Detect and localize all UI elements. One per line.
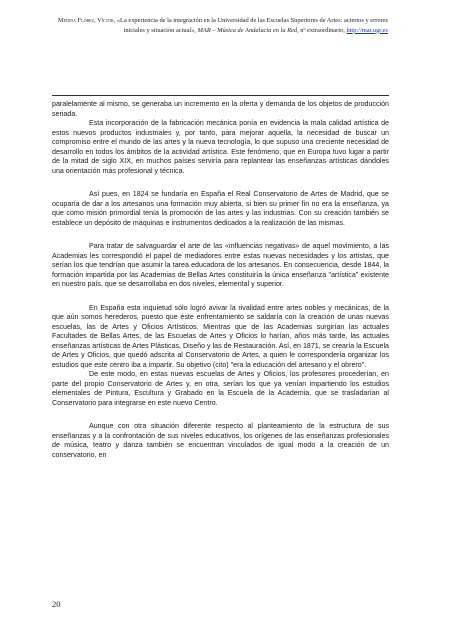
paragraph-1: paralelamente al mismo, se generaba un incremento en la oferta y demanda de los objetos de producción seriada. <box>52 100 389 118</box>
paragraph-3: Así pues, en 1824 se fundaría en España el Real Conservatorio de Artes de Madrid, que se ocuparía de dar a los artesanos una formación muy abierta, si bien su primer fin no era la enseñanza, ya que como misión primordial tenía la promoción de las artes y las industrias. Con su creación también se establece un depósito de máquinas e instrumentos dedicados a la realización de las mismas. <box>52 190 389 227</box>
body-text <box>52 100 389 460</box>
paragraph-4: Para tratar de salvaguardar el arte de las «influencias negativas» de aquel movimiento, a las Academias les correspondió el papel de mediadores entre estas nuevas necesidades y los artistas, que serían los que tendrían que asumir la tarea educadora de los artesanos. En consecuencia, desde 1844, la formación impartida por las Academias de Bellas Artes constituiría la única enseñanza "artística" existente en nuestro país, que se desarrollaba en dos niveles, elemental y superior. <box>52 242 389 288</box>
header-rule <box>52 95 389 96</box>
paragraph-7: Aunque con otra situación diferente respecto al planteamiento de la estructura de sus enseñanzas y a la confrontación de sus niveles educativos, los orígenes de las enseñanzas profesionales de música, teatro y danza también se encuentran vinculados de igual modo a la creación de un conservatorio, en <box>52 422 389 459</box>
header-journal: MAR – Música de Andalucía en la Red, <box>197 26 299 34</box>
header-article-title: «La experiencia de la integración en la Universidad de las Escuelas Superiores de Artes: aciertos y errores iniciales y situación actual», <box>116 17 388 34</box>
paragraph-6: De este modo, en estas nuevas escuelas de Artes y Oficios, los profesores procederían, en parte del propio Conservatorio de Artes y, en otra, serían los que ya venían impartiendo los estudios elementales de Pintura, Escultura y Grabado en la Escuela de la Academia, que se trasladarían al Conservatorio para integrarse en este nuevo Centro. <box>52 370 389 407</box>
running-header <box>52 16 388 35</box>
header-author: Medina Flórez, Víctor, <box>57 17 116 24</box>
paragraph-2: Esta incorporación de la fabricación mecánica ponía en evidencia la mala calidad artística de estos nuevos productos industriales y, por tanto, para mejorar aquella, la necesidad de buscar un compromiso entre el mundo de las artes y la nueva tecnología, lo que supuso una creciente necesidad de desarrollo en todos los ámbitos de la actividad artística. Este fenómeno, que en Europa tuvo lugar a partir de la mitad de siglo XIX, en muchos países serviría para replantear las enseñanzas artísticas dándoles una orientación más profesional y técnica. <box>52 119 389 175</box>
header-url-link[interactable]: http://mar.ugr.es <box>346 26 388 34</box>
header-issue: nº extraordinario, <box>300 26 345 34</box>
page-number: 20 <box>52 599 61 609</box>
paragraph-5: En España esta inquietud sólo logró avivar la rivalidad entre artes nobles y mecánicas, de la que aún somos herederos, puesto que éste enfrentamiento se saldaría con la creación de unas nuevas escuelas, las de Artes y Oficios Artísticos. Mientras que de las Academias surgirían las actuales Facultades de Bellas Artes, de las Escuelas de Artes y Oficios lo harían, años más tarde, las actuales enseñanzas artísticas de Artes Plásticas, Diseño y las de Restauración. Así, en 1871, se crearía la Escuela de Artes y Oficios, que quedó adscrita al Conservatorio de Artes, a quien le correspondería organizar los estudios que este centro iba a impartir. Su objetivo (cito) "era la educación del artesano y el obrero". <box>52 303 389 369</box>
